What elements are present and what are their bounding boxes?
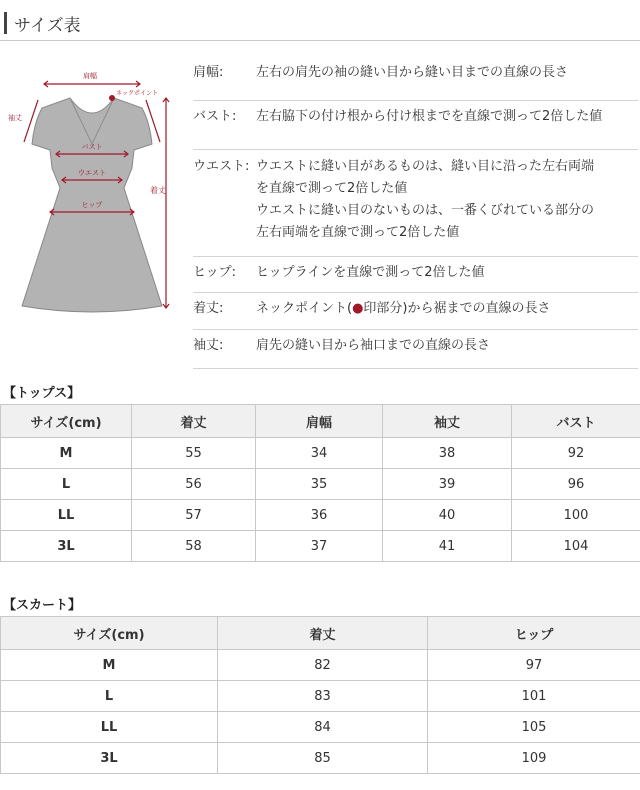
tops-section-title: 【トップス】 (3, 386, 81, 401)
table-cell: 41 (383, 531, 512, 562)
table-row (1, 650, 640, 681)
table-cell: 38 (383, 438, 512, 469)
table-cell: L (1, 469, 132, 500)
column-header: ヒップ (428, 617, 640, 650)
table-cell: 37 (256, 531, 383, 562)
label-katahaba: 肩幅 (83, 72, 97, 80)
page-header (0, 10, 640, 36)
table-cell: L (1, 681, 218, 712)
column-header: バスト (512, 405, 640, 438)
title-marker (4, 12, 7, 34)
table-cell: 105 (428, 712, 640, 743)
table-row (1, 500, 640, 531)
tops-size-table (0, 404, 640, 562)
definition-sodetake (193, 330, 638, 369)
neck-point-dot (109, 95, 115, 101)
table-cell: M (1, 438, 132, 469)
table-cell: 57 (132, 500, 256, 531)
label-kitake: 着丈 (150, 186, 166, 195)
definition-waist (193, 150, 638, 257)
label-neck-point: ネックポイント (116, 90, 159, 97)
definition-text-before: ネックポイント( (256, 301, 353, 316)
definition-text: 左右の肩先の袖の縫い目から縫い目までの直線の長さ (256, 65, 569, 80)
definition-text: を直線で測って2倍した値 (256, 181, 408, 196)
table-row (1, 681, 640, 712)
table-row (1, 712, 640, 743)
table-cell: 35 (256, 469, 383, 500)
definition-kitake (193, 293, 638, 330)
table-cell: 109 (428, 743, 640, 774)
definition-text: 左右脇下の付け根から付け根までを直線で測って2倍した値 (256, 109, 603, 124)
definition-label: ウエスト: (193, 159, 250, 174)
table-cell: 3L (1, 531, 132, 562)
definition-text: ウエストに縫い目があるものは、縫い目に沿った左右両端 (256, 159, 595, 174)
table-cell: 92 (512, 438, 640, 469)
table-cell: 58 (132, 531, 256, 562)
column-header: 肩幅 (256, 405, 383, 438)
table-cell: M (1, 650, 218, 681)
table-cell: 100 (512, 500, 640, 531)
table-header-row (1, 405, 640, 438)
definition-text: ウエストに縫い目のないものは、一番くびれている部分の (256, 203, 595, 218)
column-header: サイズ(cm) (1, 405, 132, 438)
label-bust: バスト (81, 143, 103, 151)
column-header: 袖丈 (383, 405, 512, 438)
definition-label: 着丈: (193, 301, 224, 316)
table-cell: 36 (256, 500, 383, 531)
column-header: 着丈 (218, 617, 428, 650)
definition-text: 肩先の縫い目から袖口までの直線の長さ (256, 338, 491, 353)
table-row (1, 438, 640, 469)
table-cell: 55 (132, 438, 256, 469)
table-cell: 84 (218, 712, 428, 743)
definition-bust (193, 101, 638, 150)
table-cell: 97 (428, 650, 640, 681)
definition-text-after: 印部分)から裾までの直線の長さ (363, 301, 551, 316)
page-title: サイズ表 (14, 15, 81, 36)
label-hip: ヒップ (81, 201, 103, 209)
definition-text: 左右両端を直線で測って2倍した値 (256, 225, 460, 240)
table-cell: 40 (383, 500, 512, 531)
definition-label: 袖丈: (193, 338, 224, 353)
header-divider (0, 40, 640, 41)
definition-label: 肩幅: (193, 65, 224, 80)
definition-katahaba (193, 62, 638, 101)
definition-hip (193, 257, 638, 293)
definition-label: ヒップ: (193, 265, 236, 280)
table-row (1, 469, 640, 500)
dress-diagram (0, 58, 190, 328)
neck-point-dot-icon: ● (352, 301, 364, 316)
table-cell: 96 (512, 469, 640, 500)
table-cell: LL (1, 712, 218, 743)
column-header: サイズ(cm) (1, 617, 218, 650)
table-cell: 34 (256, 438, 383, 469)
label-sodetake: 袖丈 (8, 114, 22, 122)
table-cell: 85 (218, 743, 428, 774)
table-cell: 39 (383, 469, 512, 500)
table-header-row (1, 617, 640, 650)
definition-label: バスト: (193, 109, 237, 124)
definition-text (256, 298, 638, 320)
column-header: 着丈 (132, 405, 256, 438)
skirt-section-title: 【スカート】 (3, 598, 82, 613)
table-cell: 83 (218, 681, 428, 712)
definition-text: ヒップラインを直線で測って2倍した値 (256, 265, 485, 280)
table-cell: 104 (512, 531, 640, 562)
table-cell: LL (1, 500, 132, 531)
table-row (1, 743, 640, 774)
table-cell: 56 (132, 469, 256, 500)
table-cell: 101 (428, 681, 640, 712)
table-cell: 82 (218, 650, 428, 681)
label-waist: ウエスト (78, 169, 106, 177)
measurement-definitions (193, 62, 638, 369)
skirt-size-table (0, 616, 640, 774)
table-row (1, 531, 640, 562)
table-cell: 3L (1, 743, 218, 774)
